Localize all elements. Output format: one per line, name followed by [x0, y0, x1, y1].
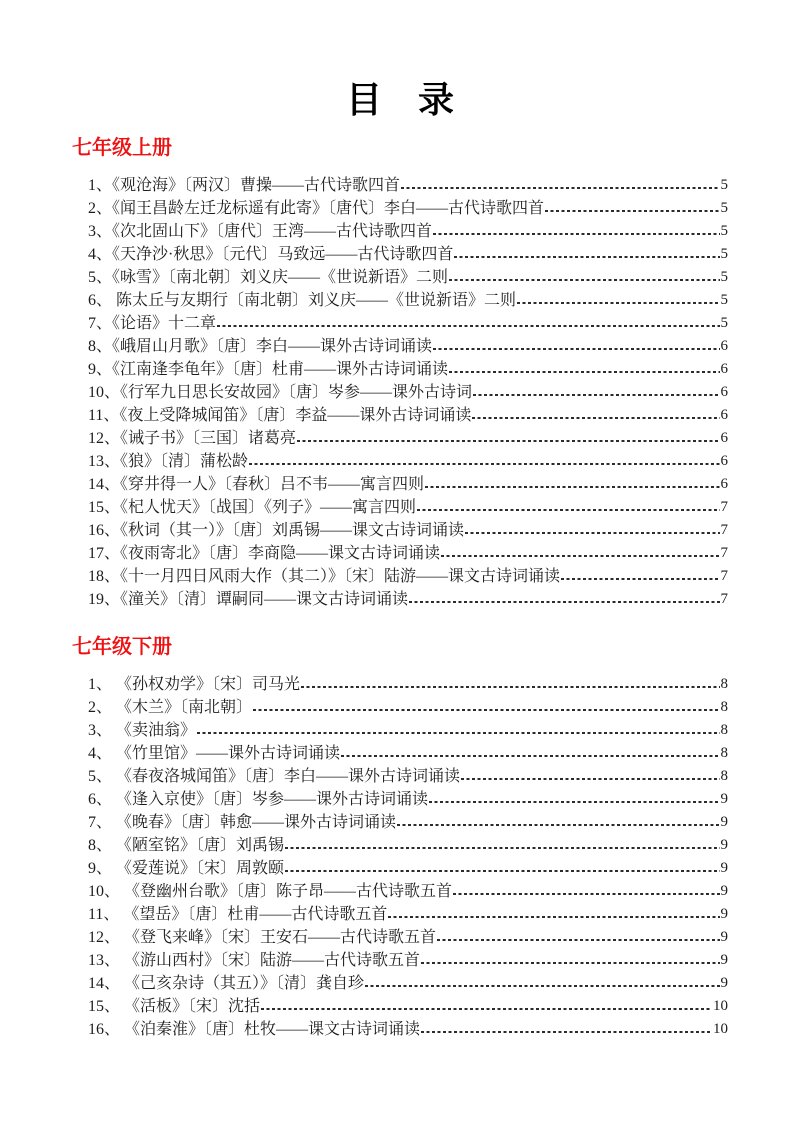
toc-entry[interactable] — [72, 335, 728, 358]
dotted-leader — [421, 949, 719, 972]
dotted-leader — [197, 719, 719, 742]
toc-entry-text: 6、 陈太丘与友期行〔南北朝〕刘义庆——《世说新语》二则 — [88, 292, 517, 310]
toc-page-number: 9 — [720, 837, 728, 854]
toc-entry-text: 1、 《孙权劝学》〔宋〕司马光 — [88, 676, 301, 694]
toc-entry-text: 15、 《活板》〔宋〕沈括 — [88, 998, 261, 1016]
toc-entry-text: 16、 《泊秦淮》〔唐〕杜牧——课文古诗词诵读 — [88, 1021, 421, 1039]
dotted-leader — [465, 519, 719, 542]
toc-entry-text: 12、 《登飞来峰》〔宋〕王安石——古代诗歌五首 — [88, 929, 437, 947]
dotted-leader — [449, 358, 719, 381]
toc-page-number: 7 — [720, 499, 728, 516]
toc-entry[interactable] — [72, 834, 728, 857]
toc-page-number: 6 — [720, 384, 728, 401]
toc-entry[interactable] — [72, 696, 728, 719]
dotted-leader — [433, 335, 719, 358]
dotted-leader — [517, 289, 719, 312]
toc-list-volume2 — [72, 673, 728, 1041]
toc-entry-text: 11、 《望岳》〔唐〕杜甫——古代诗歌五首 — [88, 906, 388, 924]
toc-entry-text: 5、 《春夜洛城闻笛》〔唐〕李白——课外古诗词诵读 — [88, 768, 461, 786]
dotted-leader — [217, 312, 719, 335]
toc-entry-text: 9、 《爱莲说》〔宋〕周敦颐 — [88, 860, 285, 878]
toc-page-number: 7 — [720, 545, 728, 562]
dotted-leader — [365, 972, 719, 995]
toc-page-number: 6 — [720, 338, 728, 355]
toc-page-number: 7 — [720, 522, 728, 539]
toc-entry-text: 16、《秋词（其一）》〔唐〕刘禹锡——课文古诗词诵读 — [88, 522, 465, 540]
toc-list-volume1 — [72, 174, 728, 611]
toc-entry[interactable] — [72, 926, 728, 949]
toc-page-number: 8 — [720, 676, 728, 693]
toc-page-number: 9 — [720, 929, 728, 946]
dotted-leader — [285, 857, 719, 880]
toc-page-number: 9 — [720, 975, 728, 992]
toc-page-number: 5 — [720, 246, 728, 263]
toc-page-number: 5 — [720, 269, 728, 286]
dotted-leader — [397, 811, 719, 834]
toc-page-number: 8 — [720, 699, 728, 716]
dotted-leader — [341, 742, 719, 765]
toc-page-number: 5 — [720, 223, 728, 240]
toc-page-number: 8 — [720, 768, 728, 785]
toc-entry[interactable] — [72, 995, 728, 1018]
dotted-leader — [388, 903, 719, 926]
toc-entry[interactable] — [72, 880, 728, 903]
dotted-leader — [417, 496, 719, 519]
toc-entry[interactable] — [72, 289, 728, 312]
dotted-leader — [261, 995, 712, 1018]
toc-entry[interactable] — [72, 972, 728, 995]
toc-entry[interactable] — [72, 719, 728, 742]
dotted-leader — [285, 834, 719, 857]
toc-entry[interactable] — [72, 903, 728, 926]
toc-entry[interactable] — [72, 450, 728, 473]
toc-entry[interactable] — [72, 742, 728, 765]
dotted-leader — [425, 473, 719, 496]
toc-entry-text: 8、 《陋室铭》〔唐〕刘禹锡 — [88, 837, 285, 855]
dotted-leader — [561, 565, 719, 588]
toc-entry-text: 12、《诫子书》〔三国〕诸葛亮 — [88, 430, 297, 448]
toc-entry-text: 4、《天净沙·秋思》〔元代〕马致远——古代诗歌四首 — [88, 246, 454, 264]
toc-entry-text: 2、《闻王昌龄左迁龙标遥有此寄》〔唐代〕李白——古代诗歌四首 — [88, 200, 545, 218]
toc-entry[interactable] — [72, 788, 728, 811]
toc-page-number: 7 — [720, 591, 728, 608]
dotted-leader — [453, 880, 719, 903]
dotted-leader — [297, 427, 719, 450]
toc-entry[interactable] — [72, 673, 728, 696]
toc-entry[interactable] — [72, 857, 728, 880]
toc-entry[interactable] — [72, 197, 728, 220]
dotted-leader — [401, 174, 719, 197]
dotted-leader — [449, 266, 719, 289]
section-heading-grade7-volume2: 七年级下册 — [72, 636, 172, 659]
toc-entry[interactable] — [72, 765, 728, 788]
toc-entry[interactable] — [72, 565, 728, 588]
dotted-leader — [421, 1018, 712, 1041]
toc-page-number: 9 — [720, 906, 728, 923]
toc-page-number: 7 — [720, 568, 728, 585]
toc-entry-text: 13、《狼》〔清〕蒲松龄 — [88, 453, 249, 471]
toc-entry[interactable] — [72, 473, 728, 496]
toc-page-number: 9 — [720, 791, 728, 808]
toc-entry-text: 9、《江南逢李龟年》〔唐〕杜甫——课外古诗词诵读 — [88, 361, 449, 379]
toc-page-number: 6 — [720, 453, 728, 470]
toc-entry-text: 18、《十一月四日风雨大作（其二）》〔宋〕陆游——课文古诗词诵读 — [88, 568, 561, 586]
toc-entry-text: 10、 《登幽州台歌》〔唐〕陈子昂——古代诗歌五首 — [88, 883, 453, 901]
toc-entry[interactable] — [72, 588, 728, 611]
toc-page-number: 9 — [720, 860, 728, 877]
toc-entry-text: 8、《峨眉山月歌》〔唐〕李白——课外古诗词诵读 — [88, 338, 433, 356]
toc-entry[interactable] — [72, 266, 728, 289]
toc-page-number: 8 — [720, 722, 728, 739]
toc-entry[interactable] — [72, 404, 728, 427]
dotted-leader — [545, 197, 719, 220]
toc-entry[interactable] — [72, 427, 728, 450]
toc-entry-text: 6、 《逢入京使》〔唐〕岑参——课外古诗词诵读 — [88, 791, 429, 809]
toc-entry[interactable] — [72, 381, 728, 404]
dotted-leader — [473, 381, 719, 404]
dotted-leader — [429, 788, 719, 811]
toc-page-number: 6 — [720, 407, 728, 424]
dotted-leader — [454, 243, 719, 266]
toc-entry[interactable] — [72, 174, 728, 197]
toc-entry[interactable] — [72, 220, 728, 243]
section-grade7-volume2 — [72, 635, 728, 1041]
toc-entry-text: 3、《次北固山下》〔唐代〕王湾——古代诗歌四首 — [88, 223, 433, 241]
toc-entry[interactable] — [72, 1018, 728, 1041]
toc-page-number: 6 — [720, 476, 728, 493]
toc-entry[interactable] — [72, 312, 728, 335]
toc-entry-text: 7、 《晚春》〔唐〕韩愈——课外古诗词诵读 — [88, 814, 397, 832]
dotted-leader — [433, 220, 719, 243]
dotted-leader — [437, 926, 719, 949]
toc-entry-text: 5、《咏雪》〔南北朝〕刘义庆——《世说新语》二则 — [88, 269, 449, 287]
toc-entry-text: 19、《潼关》〔清〕谭嗣同——课文古诗词诵读 — [88, 591, 409, 609]
dotted-leader — [409, 588, 719, 611]
toc-page-number: 5 — [720, 292, 728, 309]
dotted-leader — [253, 696, 719, 719]
toc-page-number: 9 — [720, 952, 728, 969]
toc-entry-text: 2、 《木兰》〔南北朝〕 — [88, 699, 253, 717]
toc-entry[interactable] — [72, 542, 728, 565]
toc-page-number: 5 — [720, 177, 728, 194]
dotted-leader — [441, 542, 719, 565]
toc-entry[interactable] — [72, 358, 728, 381]
toc-page-number: 5 — [720, 315, 728, 332]
toc-entry[interactable] — [72, 949, 728, 972]
dotted-leader — [461, 765, 719, 788]
toc-entry-text: 7、《论语》十二章 — [88, 315, 217, 333]
toc-entry-text: 3、 《卖油翁》 — [88, 722, 197, 740]
dotted-leader — [472, 404, 719, 427]
toc-entry-text: 1、《观沧海》〔两汉〕曹操——古代诗歌四首 — [88, 177, 401, 195]
toc-entry-text: 13、 《游山西村》〔宋〕陆游——古代诗歌五首 — [88, 952, 421, 970]
toc-page-number: 9 — [720, 883, 728, 900]
toc-entry-text: 4、 《竹里馆》——课外古诗词诵读 — [88, 745, 341, 763]
toc-page-number: 8 — [720, 745, 728, 762]
toc-entry[interactable] — [72, 811, 728, 834]
section-grade7-volume1 — [72, 136, 728, 611]
toc-entry-text: 14、《穿井得一人》〔春秋〕吕不韦——寓言四则 — [88, 476, 425, 494]
section-heading-grade7-volume1: 七年级上册 — [72, 137, 172, 160]
toc-entry[interactable] — [72, 519, 728, 542]
toc-page-number: 5 — [720, 200, 728, 217]
dotted-leader — [301, 673, 719, 696]
toc-entry-text: 10、《行军九日思长安故园》〔唐〕岑参——课外古诗词 — [88, 384, 473, 402]
toc-page-number: 10 — [713, 1021, 728, 1038]
toc-entry[interactable] — [72, 243, 728, 266]
toc-page-number: 9 — [720, 814, 728, 831]
toc-page-number: 10 — [713, 998, 728, 1015]
toc-page-number: 6 — [720, 430, 728, 447]
toc-entry-text: 17、《夜雨寄北》〔唐〕李商隐——课文古诗词诵读 — [88, 545, 441, 563]
toc-entry-text: 15、《杞人忧天》〔战国〕《列子》——寓言四则 — [88, 499, 417, 517]
page-title: 目 录 — [345, 80, 454, 120]
dotted-leader — [249, 450, 719, 473]
toc-page-number: 6 — [720, 361, 728, 378]
toc-entry-text: 14、 《己亥杂诗（其五）》〔清〕龚自珍 — [88, 975, 365, 993]
toc-entry[interactable] — [72, 496, 728, 519]
toc-entry-text: 11、《夜上受降城闻笛》〔唐〕李益——课外古诗词诵读 — [88, 407, 472, 425]
